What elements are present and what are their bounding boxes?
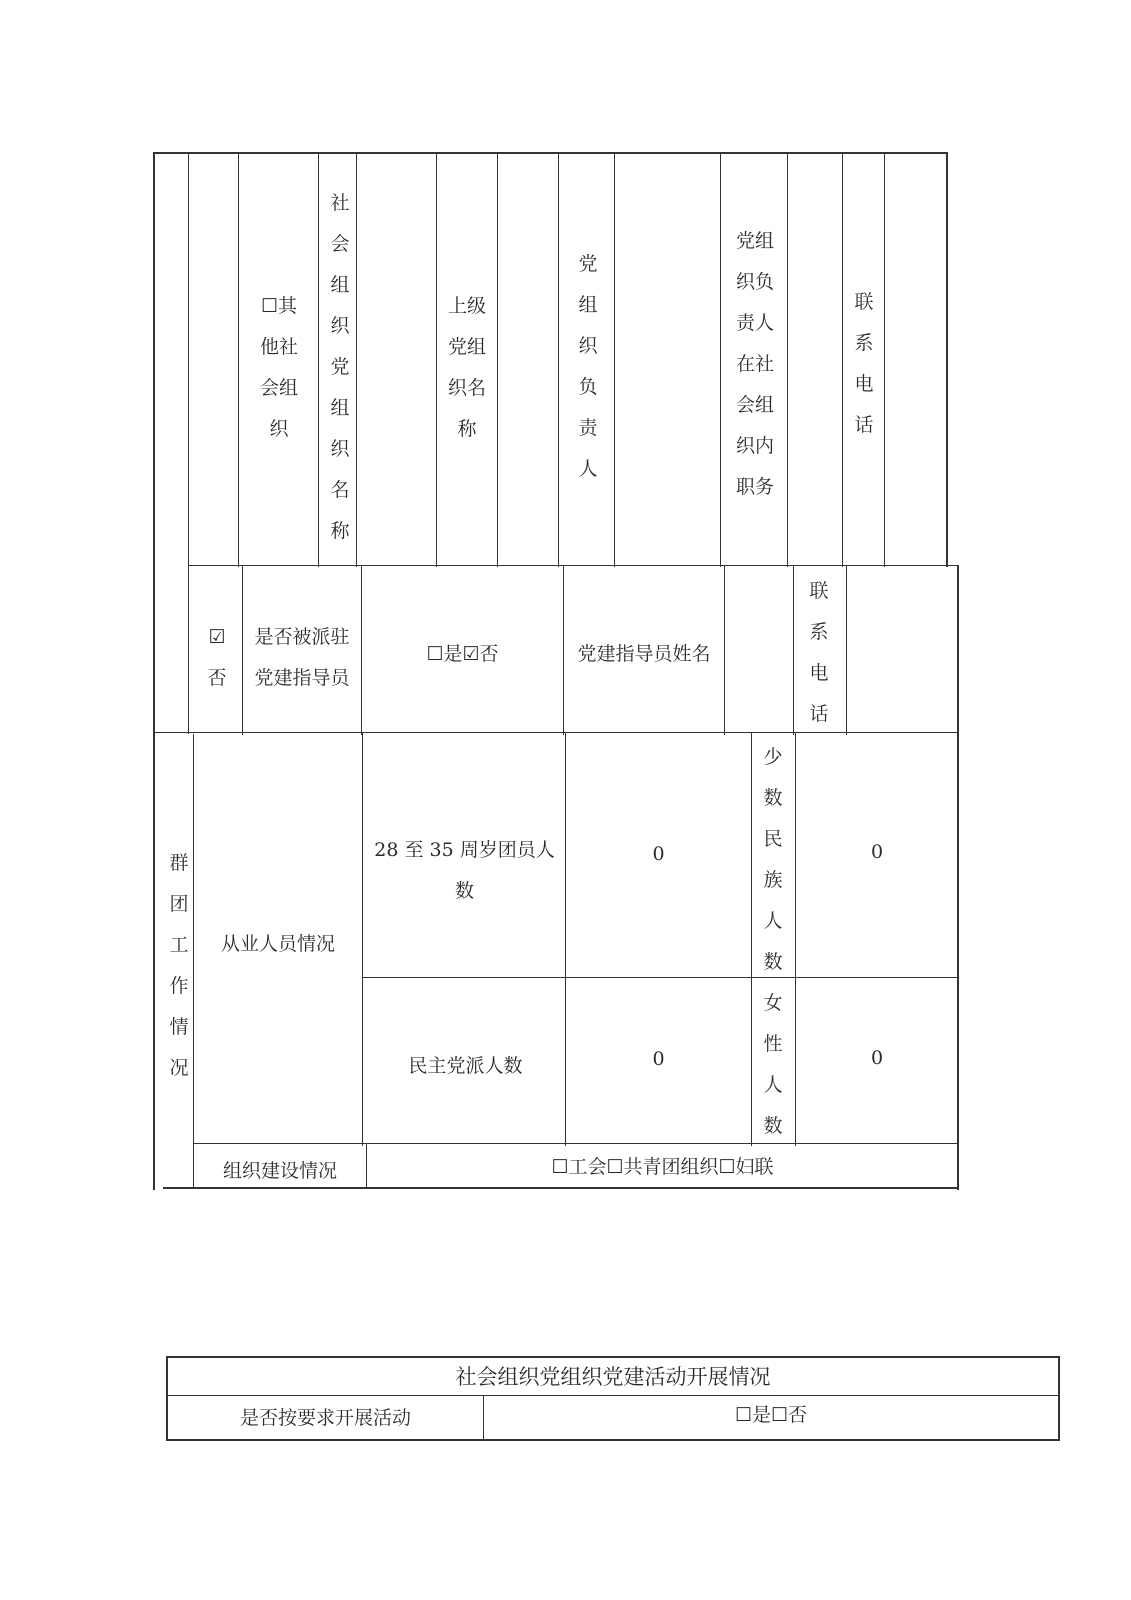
col-line: [795, 732, 796, 1146]
col-line: [842, 152, 843, 567]
contact-phone-label: 联系电话: [854, 291, 874, 436]
table-border-top: [153, 152, 947, 154]
dispatched-value: ☐是☑否: [426, 643, 499, 665]
col-line: [720, 152, 721, 567]
col-line: [238, 152, 239, 567]
col-line: [497, 152, 498, 567]
activity-table-title: 社会组织党组织党建活动开展情况: [455, 1365, 771, 1389]
other-social-org-option: ☐其他社会组织: [259, 295, 298, 440]
col-line: [884, 152, 885, 567]
minority-label: 少数民族人数: [763, 746, 783, 973]
activity-row-label: 是否按要求开展活动: [239, 1407, 411, 1429]
col-line: [614, 152, 615, 567]
activity-row-value: ☐是☐否: [734, 1404, 808, 1426]
youth-label: 28 至 35 周岁团员人数: [374, 839, 555, 902]
minority-value: 0: [870, 841, 884, 863]
col-line: [565, 732, 566, 1146]
col-line: [793, 565, 794, 735]
col-line: [356, 152, 357, 567]
dispatched-label: 是否被派驻党建指导员: [254, 626, 350, 689]
female-label: 女性人数: [763, 992, 783, 1137]
row-line: [193, 1143, 958, 1144]
table-border-bottom: [163, 1187, 959, 1189]
table-border-right: [946, 152, 948, 567]
col-line: [242, 565, 243, 735]
instructor-name-label: 党建指导员姓名: [577, 643, 711, 665]
female-value: 0: [870, 1047, 884, 1069]
table-border-bottom: [166, 1439, 1060, 1441]
democratic-value: 0: [652, 1048, 665, 1070]
employees-label: 从业人员情况: [220, 933, 335, 955]
row-line: [166, 1395, 1060, 1396]
leader-post-label: 党组织负责人在社会组织内职务: [735, 230, 774, 498]
col-line: [787, 152, 788, 567]
col-line: [362, 732, 363, 1146]
democratic-label: 民主党派人数: [408, 1055, 523, 1077]
superior-org-label: 上级党组织名称: [447, 295, 486, 440]
mass-work-section-label: 群团工作情况: [169, 852, 189, 1079]
col-line: [846, 565, 847, 735]
org-build-label: 组织建设情况: [222, 1160, 337, 1182]
side-column-divider-lower: [193, 734, 194, 1188]
table-border-left: [153, 152, 155, 1190]
row-line: [362, 977, 958, 978]
col-line: [318, 152, 319, 567]
table-border-right-lower: [957, 565, 959, 1190]
contact-phone-label-2: 联系电话: [809, 580, 829, 725]
leader-label: 党组织负责人: [578, 253, 598, 480]
col-line: [751, 732, 752, 1146]
row-line: [188, 565, 958, 566]
table-border-top: [166, 1356, 1060, 1358]
col-line: [436, 152, 437, 567]
org-build-value: ☐工会☐共青团组织☐妇联: [551, 1156, 774, 1178]
col-line: [558, 152, 559, 567]
side-column-divider: [188, 152, 189, 734]
youth-value: 0: [652, 843, 665, 865]
table-border-right: [1058, 1356, 1060, 1441]
checked-no-option: ☑否: [207, 626, 227, 689]
row-line: [153, 732, 958, 733]
col-line: [724, 565, 725, 735]
org-name-label: 社会组织党组织名称: [330, 192, 350, 542]
